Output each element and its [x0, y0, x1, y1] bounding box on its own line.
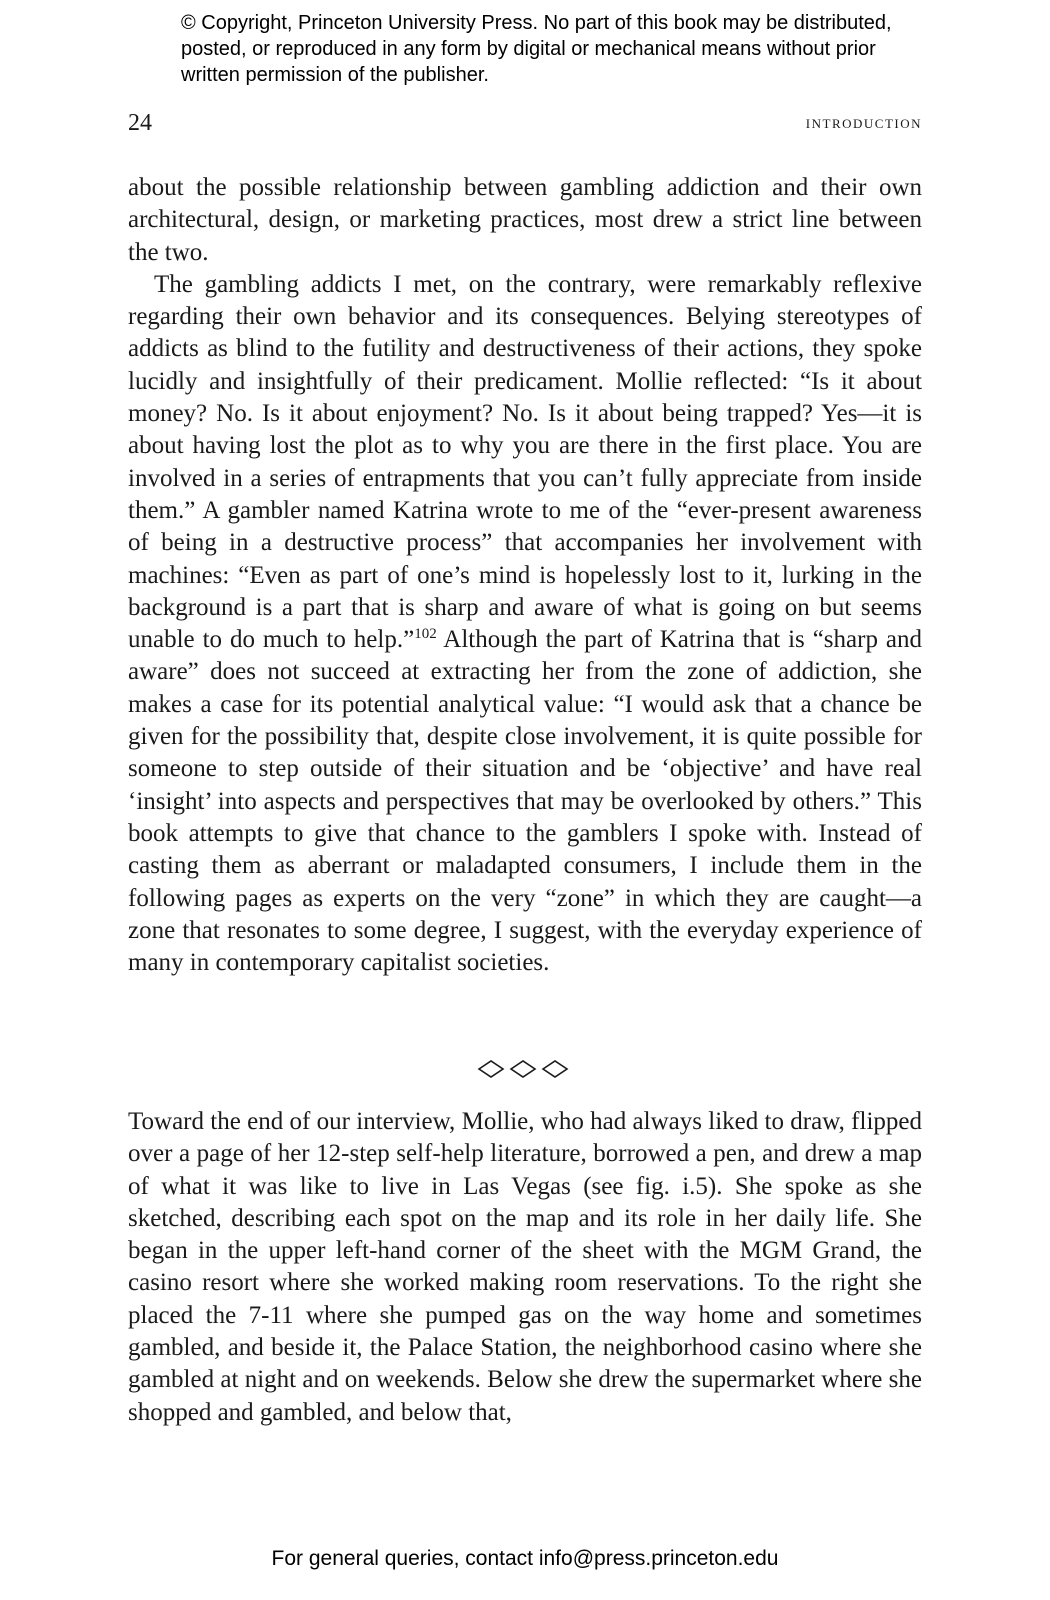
paragraph-2-part-1: The gambling addicts I met, on the contrary, were remarkably reflexive regarding their own behavior and its consequences. Belying stereotypes of addicts as blind to the futility and destructiveness of their actions, they spoke lucidly and insightfully of their predicament. Mollie reflected: “Is it about money? No. Is it about enjoyment? No. Is it about being trapped? Yes—it is about having lost the plot as to why you are there in the first place. You are involved in a series of entrapments that you can’t fully appreciate from inside them.” A gambler named Katrina wrote to me of the “ever-present awareness of being in a destructive process” that accompanies her involvement with machines: “Even as part of one’s mind is hopelessly lost to it, lurking in the background is a part that is sharp and aware of what is going on but seems unable to do much to help.” [128, 270, 922, 654]
footnote-marker[interactable]: 102 [414, 626, 437, 643]
footer-contact: For general queries, contact info@press.princeton.edu [271, 1547, 779, 1570]
running-head: introduction [805, 112, 922, 132]
copyright-notice: © Copyright, Princeton University Press. No part of this book may be distributed, posted, or reproduced in any form by digital or mechanical means without prior written permission of the publisher. [181, 12, 892, 86]
paragraph-2-part-2: Although the part of Katrina that is “sharp and aware” does not succeed at extracting her from the zone of addiction, she makes a case for its potential analytical value: “I would ask that a chance be given for the possibility that, despite close involvement, it is quite possible for someone to step outside of their situation and be ‘objective’ and have real ‘insight’ into aspects and perspectives that may be overlooked by others.” This book attempts to give that chance to the gamblers I spoke with. Instead of casting them as aberrant or maladapted consumers, I include them in the following pages as experts on the very “zone” in which they are caught—a zone that resonates to some degree, I suggest, with the everyday experience of many in contemporary capitalist societies. [128, 626, 922, 977]
section-break-ornament [0, 1058, 1050, 1080]
paragraph-2 [128, 269, 922, 980]
paragraph-3: Toward the end of our interview, Mollie, who had always liked to draw, flipped over a page of her 12-step self-help literature, borrowed a pen, and drew a map of what it was like to live in Las Vegas (see fig. i.5). She spoke as she sketched, describing each spot on the map and its role in her daily life. She began in the upper left-hand corner of the sheet with the MGM Grand, the casino resort where she worked making room reservations. To the right she placed the 7-11 where she pumped gas on the way home and sometimes gambled, and beside it, the Palace Station, the neighborhood casino where she gambled at night and on weekends. Below she drew the supermarket where she shopped and gambled, and below that, [128, 1108, 922, 1426]
body-text-lower [128, 1106, 922, 1429]
diamond-ornament-icon [475, 1058, 575, 1080]
paragraph-1: about the possible relationship between gambling addiction and their own architectural, design, or marketing practices, most drew a strict line between the two. [128, 174, 922, 266]
body-text-upper [128, 172, 922, 979]
page-number: 24 [128, 110, 152, 136]
